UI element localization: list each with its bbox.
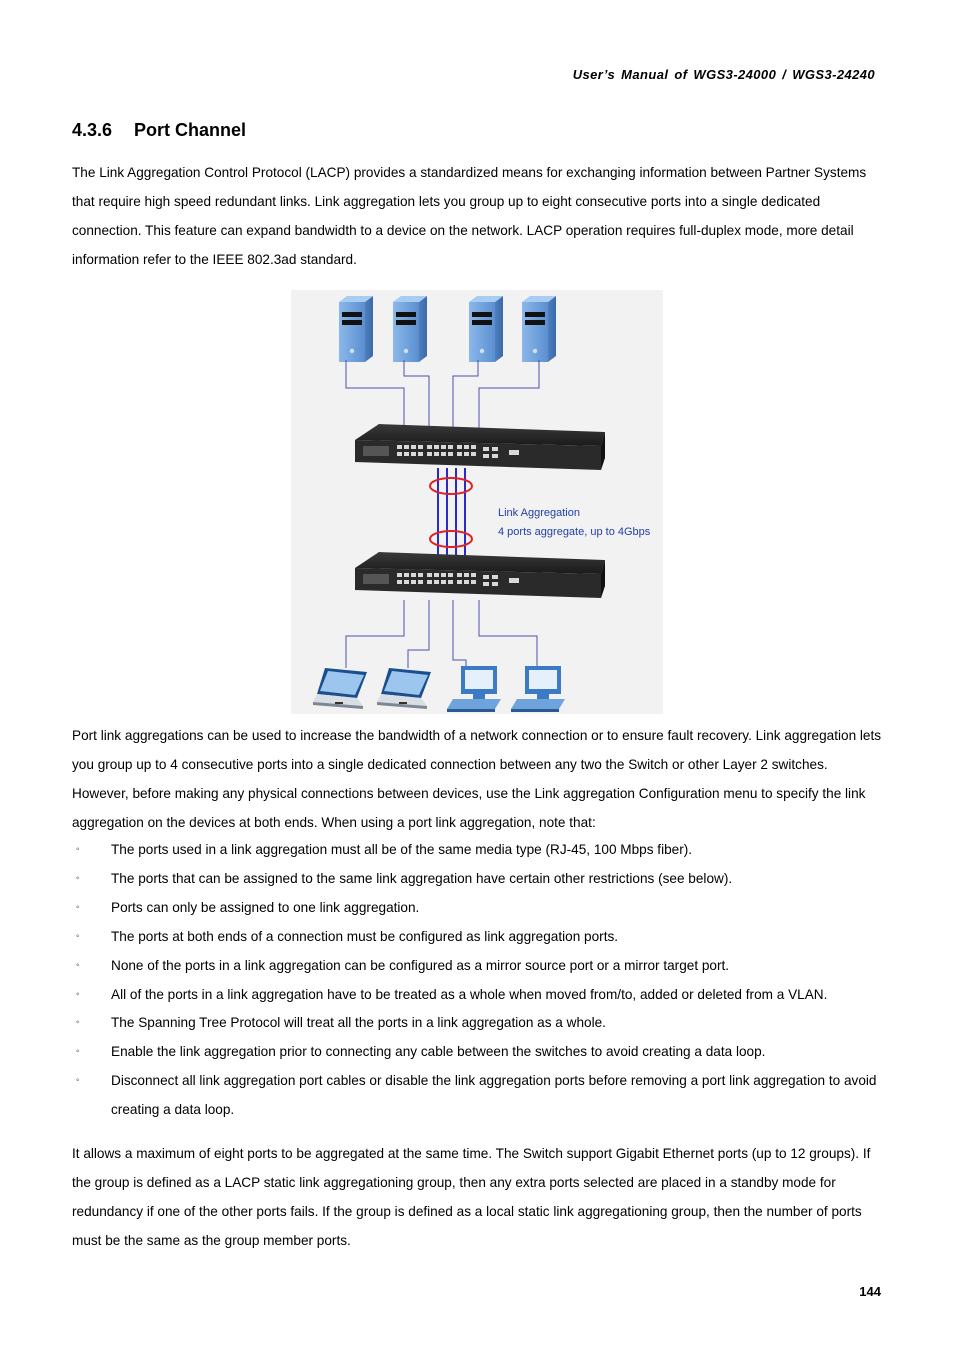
- list-item: [72, 1009, 884, 1038]
- list-item: [72, 952, 884, 981]
- list-item-text: All of the ports in a link aggregation have to be treated as a whole when moved from/to, added or deleted from a VLAN.: [111, 986, 828, 1002]
- list-item-text: None of the ports in a link aggregation can be configured as a mirror source port or a mirror target port.: [111, 957, 730, 973]
- maximum-paragraph: It allows a maximum of eight ports to be aggregated at the same time. The Switch support Gigabit Ethernet ports (up to 12 groups). If the group is defined as a LACP static link aggregationing group, then any extra ports selected are placed in a standby mode for redundancy if one of the other ports fails. If the group is defined as a local static link aggregationing group, then the number of ports must be the same as the group member ports.: [72, 1146, 871, 1248]
- bullet-marker: ◦: [76, 872, 80, 884]
- bullet-marker: ◦: [76, 1075, 80, 1087]
- list-item-text: Ports can only be assigned to one link aggregation.: [111, 899, 420, 915]
- bullet-marker: ◦: [76, 1046, 80, 1058]
- list-item-text: The Spanning Tree Protocol will treat all the ports in a link aggregation as a whole.: [111, 1015, 606, 1031]
- usage-paragraph: Port link aggregations can be used to increase the bandwidth of a network connection or to ensure fault recovery. Link aggregation lets you group up to 4 consecutive ports into a single dedicated connection between any two the Switch or other Layer 2 switches. However, before making any physical connections between devices, use the Link aggregation Configuration menu to specify the link aggregation on the devices at both ends. When using a port link aggregation, note that:: [72, 728, 882, 830]
- bullet-marker: ◦: [76, 901, 80, 913]
- bullet-marker: ◦: [76, 930, 80, 942]
- list-item-text: The ports at both ends of a connection must be configured as link aggregation ports.: [111, 928, 619, 944]
- page-number: 144: [859, 1284, 881, 1299]
- notes-list: [72, 836, 884, 1125]
- bullet-marker: ◦: [76, 1017, 80, 1029]
- bullet-marker: ◦: [76, 988, 80, 1000]
- list-item: [72, 1038, 884, 1067]
- list-item-text: The ports that can be assigned to the same link aggregation have certain other restrictions (see below).: [111, 870, 733, 886]
- section-heading: Port Channel: [134, 120, 247, 140]
- list-item: [72, 865, 884, 894]
- list-item: [72, 923, 884, 952]
- list-item: [72, 981, 884, 1010]
- section-number: 4.3.6: [72, 120, 113, 140]
- diagram-svg: [291, 290, 663, 714]
- list-item: [72, 1067, 884, 1125]
- list-item-text: Enable the link aggregation prior to connecting any cable between the switches to avoid creating a data loop.: [111, 1044, 766, 1060]
- bullet-marker: ◦: [76, 844, 80, 855]
- list-item: [72, 836, 884, 865]
- list-item: [72, 894, 884, 923]
- list-item-text: Disconnect all link aggregation port cables or disable the link aggregation ports before removing a port link aggregation to avoid creating a data loop.: [111, 1073, 877, 1118]
- diagram-label-title: Link Aggregation: [498, 507, 580, 519]
- diagram-label-detail: 4 ports aggregate, up to 4Gbps: [498, 526, 651, 538]
- link-aggregation-diagram: [291, 290, 663, 714]
- page-header: User’s Manual of WGS3-24000 / WGS3-24240: [572, 67, 875, 82]
- list-item-text: The ports used in a link aggregation must all be of the same media type (RJ-45, 100 Mbps fiber).: [111, 842, 693, 857]
- section-title: [72, 120, 246, 141]
- intro-paragraph: The Link Aggregation Control Protocol (LACP) provides a standardized means for exchanging information between Partner Systems that require high speed redundant links. Link aggregation lets you group up to eight consecutive ports into a single dedicated connection. This feature can expand bandwidth to a device on the network. LACP operation requires full-duplex mode, more detail information refer to the IEEE 802.3ad standard.: [72, 165, 867, 267]
- bullet-marker: ◦: [76, 959, 80, 971]
